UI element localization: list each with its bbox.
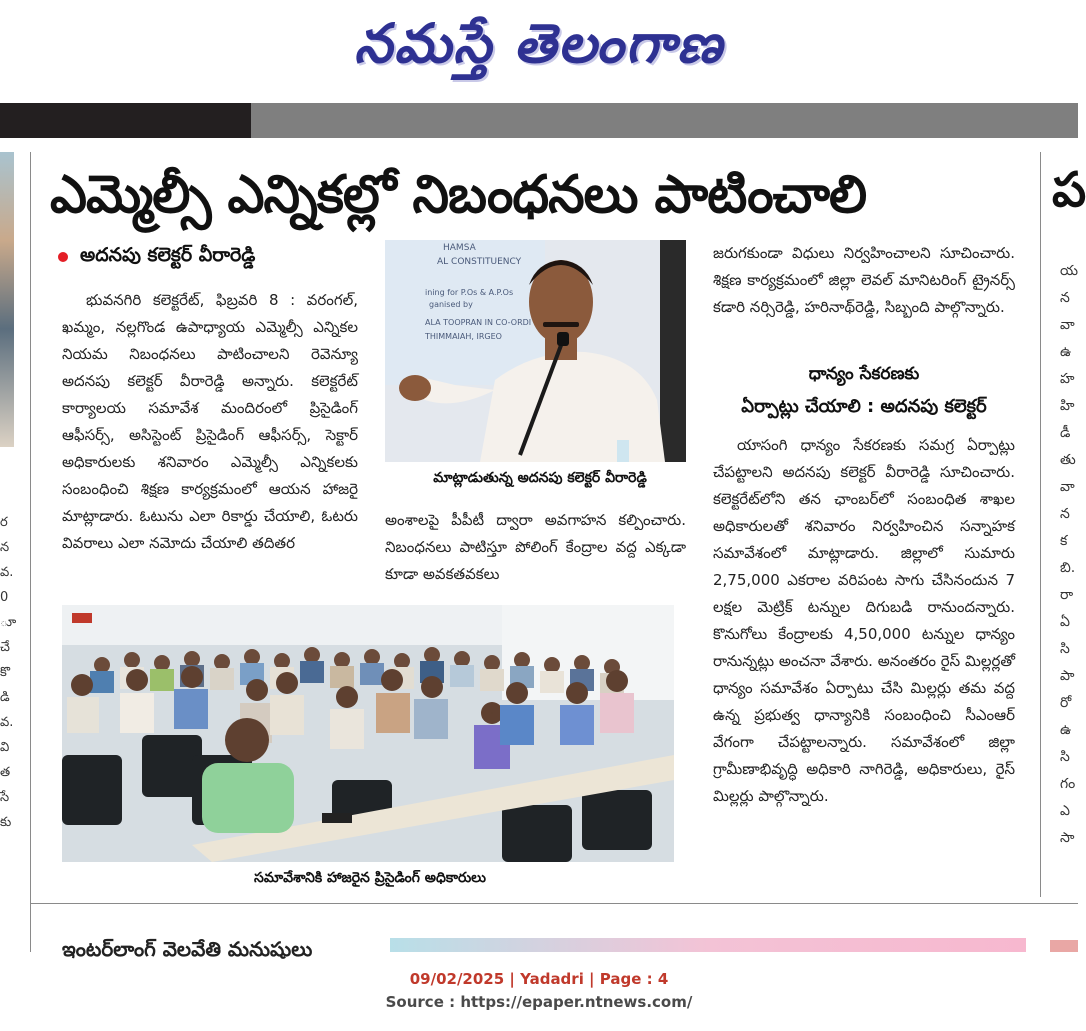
speaker-photo-caption: మాట్లాడుతున్న అదనపు కలెక్టర్ వీరారెడ్డి [405,465,675,493]
source-line[interactable]: Source : https://epaper.ntnews.com/ [385,993,693,1011]
meeting-photo-caption: సమావేశానికి హాజరైన ప్రిసైడింగ్ అధికారులు [200,866,540,892]
next-story-banner-fragment [390,938,1026,952]
banner-text-2: AL CONSTITUENCY [437,257,522,267]
banner-text-6: THIMMAIAH, IRGEO [425,332,502,341]
byline-text: అదనపు కలెక్టర్ వీరారెడ్డి [80,243,256,266]
newspaper-logo: నమస్తే తెలంగాణ [354,11,724,75]
article-column-3 [713,240,1015,352]
meeting-photo [62,605,674,862]
next-story-headline-fragment: ఇంటర్‌లాంగ్ వెలవేతి మనుషులు [62,937,313,961]
banner-text-1: HAMSA [443,243,476,253]
sub-article-headline-2: ఏర్పాట్లు చేయాలి : అదనపు కలెక్టర్ [741,396,987,417]
next-article-text-fragment: య న వా ఉ హ హి డీ తు వా న క బి. రా ఏ సి పా రో ఉ సి గం ఎ సా [1060,263,1079,846]
meeting-illustration [62,605,674,862]
edition-date-line: 09/02/2025 | Yadadri | Page : 4 [409,970,669,988]
banner-text-5: ALA TOOPRAN IN CO-ORDI [425,318,532,327]
sub-article-paragraph: యాసంగి ధాన్యం సేకరణకు సమగ్ర ఏర్పాట్లు చేపట్టాలని అదనపు కలెక్టర్ వీరారెడ్డి సూచించారు. కలెక్టరేట్‌లోని తన ఛాంబర్‌లో సంబంధిత శాఖల అధికారులతో శనివారం నిర్వహించిన సన్నాహక సమావేశంలో మాట్లాడారు. జిల్లాలో సుమారు 2,75,000 ఎకరాల వరిపంట సాగు చేసినందున 7 లక్షల మెట్రిక్ టన్నుల దిగుబడి రానుందన్నారు. కొనుగోలు కేంద్రాలకు 4,50,000 టన్నుల ధాన్యం రానున్నట్లు అంచనా వేశారు. అనంతరం రైస్ మిల్లర్లతో ధాన్యం సమావేశం ఏర్పాటు చేసి మిల్లర్లు తమ వద్ద ఉన్న ప్రభుత్వ ధాన్యానికి సంబంధించి సీఎంఆర్ వేగంగా చేపట్టాలన్నారు. సమావేశంలో జిల్లా గ్రామీణాభివృద్ధి అధికారి నాగిరెడ్డి, అధికారులు, రైస్ మిల్లర్లు పాల్గొన్నారు. [713,436,1016,805]
sub-article-headline-1: ధాన్యం సేకరణకు [808,364,920,384]
article-byline [58,243,378,271]
page-footer [0,968,1078,1018]
article-column-2 [385,507,686,592]
masthead [0,0,1078,100]
bullet-icon [58,252,68,262]
banner-text-4: ganised by [429,300,473,309]
section-band-grey [251,103,1078,138]
sub-article-body [713,432,1015,877]
article-paragraph: భువనగిరి కలెక్టరేట్, ఫిబ్రవరి 8 : వరంగల్, ఖమ్మం, నల్లగొండ ఉపాధ్యాయ ఎమ్మెల్సీ ఎన్నికల నియమ నిబంధనలు పాటించాలని రెవెన్యూ అదనపు కలెక్టర్ వీరారెడ్డి అన్నారు. కలెక్టరేట్ కార్యాలయ సమావేశ మందిరంలో ప్రిసైడింగ్ ఆఫీసర్స్, అసిస్టెంట్ ప్రిసైడింగ్ ఆఫీసర్స్, సెక్టార్ అధికారులకు శనివారం ఎమ్మెల్సీ ఎన్నికలకు సంబంధించి శిక్షణ కార్యక్రమంలో ఆయన హాజరై మాట్లాడారు. ఓటును ఎలా రికార్డు చేయాలి, ఓటరు వివరాలు ఎలా నమోదు చేయాలి తదితర [62,291,358,552]
column-divider-left [30,152,31,952]
speaker-illustration [385,240,686,462]
article-paragraph-continued: అంశాలపై పీపీటీ ద్వారా అవగాహన కల్పించారు. నిబంధనలు పాటిస్తూ పోలింగ్ కేంద్రాల వద్ద ఎక్కడా కూడా అవకతవకలు [385,511,686,583]
previous-article-text-fragment: ర న వ. 0 ూ చే కొ డి వ. వి త సే కు [0,515,17,830]
next-story-image-fragment [1050,940,1078,952]
article-paragraph-end: జరుగకుండా విధులు నిర్వహించాలని సూచించారు. శిక్షణ కార్యక్రమంలో జిల్లా లెవల్ మానిటరింగ్ ట్రైనర్స్ కడారి నర్సిరెడ్డి, హరినాథ్‌రెడ్డి, సిబ్బంది పాల్గొన్నారు. [713,244,1015,316]
article-headline: ఎమ్మెల్సీ ఎన్నికల్లో నిబంధనలు పాటించాలి [50,165,867,225]
section-band-dark [0,103,251,138]
article-column-1 [62,287,358,591]
speaker-photo [385,240,686,462]
previous-article-photo-fragment [0,152,14,447]
next-article-headline-fragment: ప [1052,162,1086,218]
column-divider-right [1040,152,1041,897]
article-bottom-rule [30,903,1078,904]
banner-text-3: ining for P.Os & A.P.Os [425,288,514,297]
